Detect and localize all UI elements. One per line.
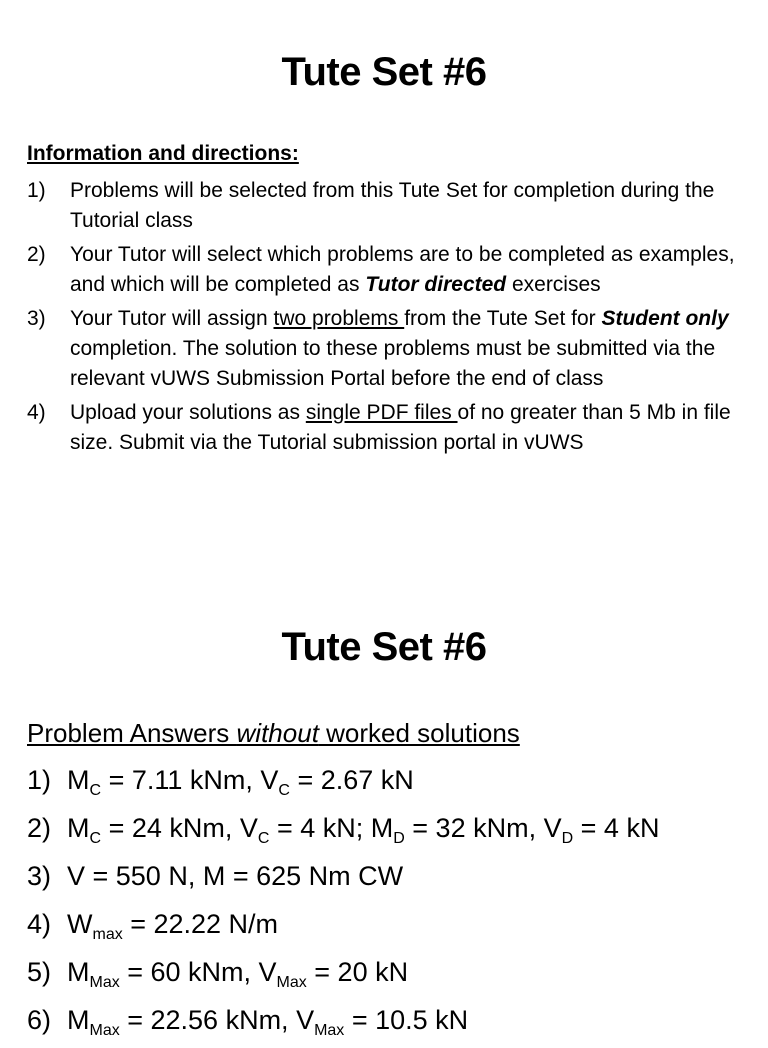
- list-item: [27, 856, 659, 904]
- list-item: [27, 240, 747, 300]
- subscript: C: [89, 830, 102, 847]
- list-number: 1): [27, 179, 46, 202]
- text-run: = 22.56 kNm, V: [119, 1005, 315, 1035]
- list-item: [27, 304, 747, 394]
- text-run: = 7.11 kNm, V: [101, 765, 279, 795]
- text-run: = 24 kNm, V: [101, 813, 258, 843]
- underlined-text: single PDF files: [305, 401, 458, 424]
- slide-title: Tute Set #6: [281, 50, 487, 94]
- subscript: Max: [314, 1022, 345, 1039]
- list-number: 4): [27, 401, 46, 424]
- text-run: Problem Answers: [27, 718, 237, 748]
- list-number: 3): [27, 307, 46, 330]
- slide-answers: [0, 600, 768, 1039]
- text-run: M: [67, 813, 90, 843]
- text-run: Upload your solutions as: [70, 401, 306, 424]
- text-run: = 60 kNm, V: [119, 957, 277, 987]
- underlined-text: two problems: [273, 307, 405, 330]
- list-text: [70, 240, 747, 300]
- subscript: D: [561, 830, 574, 847]
- subscript: Max: [276, 974, 307, 991]
- subscript: C: [278, 782, 290, 799]
- answer-number: 3): [27, 861, 52, 891]
- subscript: C: [89, 782, 102, 799]
- subscript: Max: [89, 1022, 120, 1039]
- text-run: from the Tute Set for: [404, 307, 602, 330]
- emphasis-text: Student only: [601, 307, 729, 330]
- list-item: [27, 176, 747, 236]
- emphasis-text: without: [236, 718, 319, 748]
- text-run: M: [67, 1005, 90, 1035]
- subscript: D: [393, 830, 405, 847]
- list-item: [27, 398, 747, 458]
- answer-number: 4): [27, 909, 52, 939]
- text-run: = 22.22 N/m: [122, 909, 279, 939]
- directions-heading: Information and directions:: [27, 142, 299, 165]
- list-text: Problems will be selected from this Tute Set for completion during the Tutorial class: [70, 179, 715, 232]
- answer-number: 6): [27, 1005, 52, 1035]
- text-run: M: [67, 957, 90, 987]
- list-item: [27, 904, 659, 952]
- text-run: V = 550 N, M = 625 Nm CW: [67, 861, 404, 891]
- list-number: 2): [27, 243, 46, 266]
- text-run: = 4 kN: [573, 813, 660, 843]
- subscript: C: [257, 830, 270, 847]
- list-item: [27, 1000, 659, 1048]
- answer-number: 1): [27, 765, 52, 795]
- text-run: = 4 kN; M: [269, 813, 394, 843]
- answers-heading: [27, 718, 520, 749]
- subscript: Max: [89, 974, 120, 991]
- text-run: Your Tutor will assign: [70, 307, 274, 330]
- slide-title: Tute Set #6: [281, 625, 487, 669]
- text-run: W: [67, 909, 93, 939]
- text-run: = 32 kNm, V: [404, 813, 562, 843]
- text-run: completion. The solution to these problems must be submitted via the relevant vUWS Submission Portal before the end of class: [70, 337, 716, 390]
- text-run: exercises: [506, 273, 601, 296]
- text-run: of no greater than 5 Mb in file size. Submit via the Tutorial submission portal in vUWS: [70, 401, 731, 454]
- text-run: = 20 kN: [306, 957, 409, 987]
- text-run: = 10.5 kN: [344, 1005, 469, 1035]
- list-item: [27, 808, 659, 856]
- subscript: max: [92, 926, 123, 943]
- directions-list: [27, 176, 747, 462]
- list-text: [70, 304, 747, 394]
- text-run: Your Tutor will select which problems are to be completed as examples, and which will be completed as: [70, 243, 735, 296]
- text-run: M: [67, 765, 90, 795]
- answer-number: 2): [27, 813, 52, 843]
- answers-list: [27, 760, 659, 1048]
- text-run: worked solutions: [318, 718, 520, 748]
- list-item: [27, 952, 659, 1000]
- emphasis-text: Tutor directed: [365, 273, 507, 296]
- answer-number: 5): [27, 957, 52, 987]
- list-item: [27, 760, 659, 808]
- list-text: [70, 398, 747, 458]
- text-run: = 2.67 kN: [289, 765, 414, 795]
